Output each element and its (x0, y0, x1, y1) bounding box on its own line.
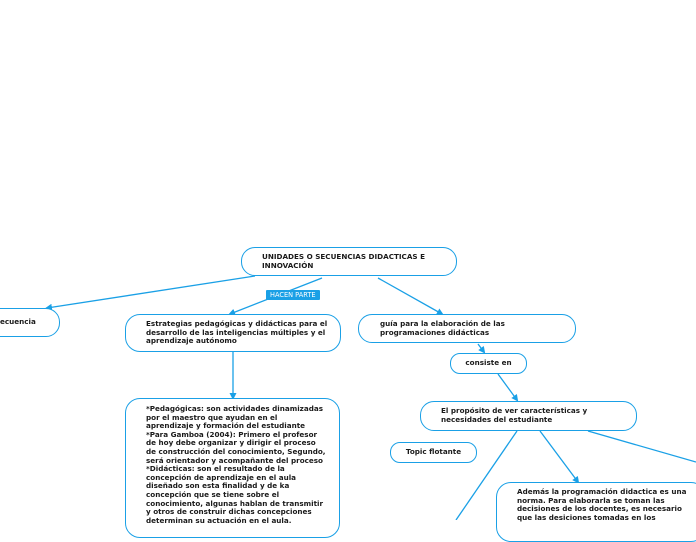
node-estrategias[interactable] (125, 314, 341, 352)
node-norma[interactable] (496, 482, 696, 542)
node-root-text: UNIDADES O SECUENCIAS DIDACTICAS E INNOVACIÓN (262, 251, 425, 270)
node-norma-text: Además la programación didactica es una norma. Para elaborarla se toman las decisiones de los docentes, es necesario que las desiciones tomadas en los (517, 487, 687, 522)
node-estrategias-text: Estrategias pedagógicas y didácticas para el desarrollo de las inteligencias múltiples y el aprendizaje autónomo (146, 319, 328, 346)
node-proposito-text: El propósito de ver características y necesidades del estudiante (441, 406, 588, 424)
node-topic-flotante[interactable] (390, 442, 477, 463)
edge-root-guia (378, 278, 442, 314)
node-proposito[interactable] (420, 401, 637, 431)
edge-proposito-right (588, 431, 696, 462)
node-topic-flotante-text: Topic flotante (405, 447, 462, 457)
edge-consiste-proposito (498, 374, 517, 400)
edge-guia-consiste (478, 344, 484, 352)
node-consiste-text: consiste en (465, 358, 512, 368)
node-guia-text: guía para la elaboración de las programaciones didácticas (380, 318, 505, 337)
node-pedagogicas-text: *Pedagógicas: son actividades dinamizadas por el maestro que ayudan en el aprendizaje y formación del estudiante *Para Gamboa (2004): Primero el profesor de hoy debe organizar y dirigir el proceso de construcción del conocimiento, Segundo, será orientador y acompañante del proceso *Didácticas: son el resultado de la concepción de aprendizaje en el aula diseñado son esta finalidad y de ka concepción que se tiene sobre el conocimiento, algunas hablan de transmitir y otros de construir dichas concepciones determinan su actuación en el aula. (146, 404, 326, 525)
edge-root-secuencia (47, 276, 255, 308)
edge-proposito-norma (540, 431, 578, 482)
node-secuencia[interactable] (0, 308, 60, 337)
hacen-parte-label: HACEN PARTE (266, 290, 320, 300)
node-root[interactable] (241, 247, 457, 276)
node-pedagogicas[interactable] (125, 398, 340, 538)
node-secuencia-text: ecuencia (0, 317, 36, 327)
node-consiste[interactable] (450, 353, 527, 374)
node-guia[interactable] (358, 314, 576, 343)
